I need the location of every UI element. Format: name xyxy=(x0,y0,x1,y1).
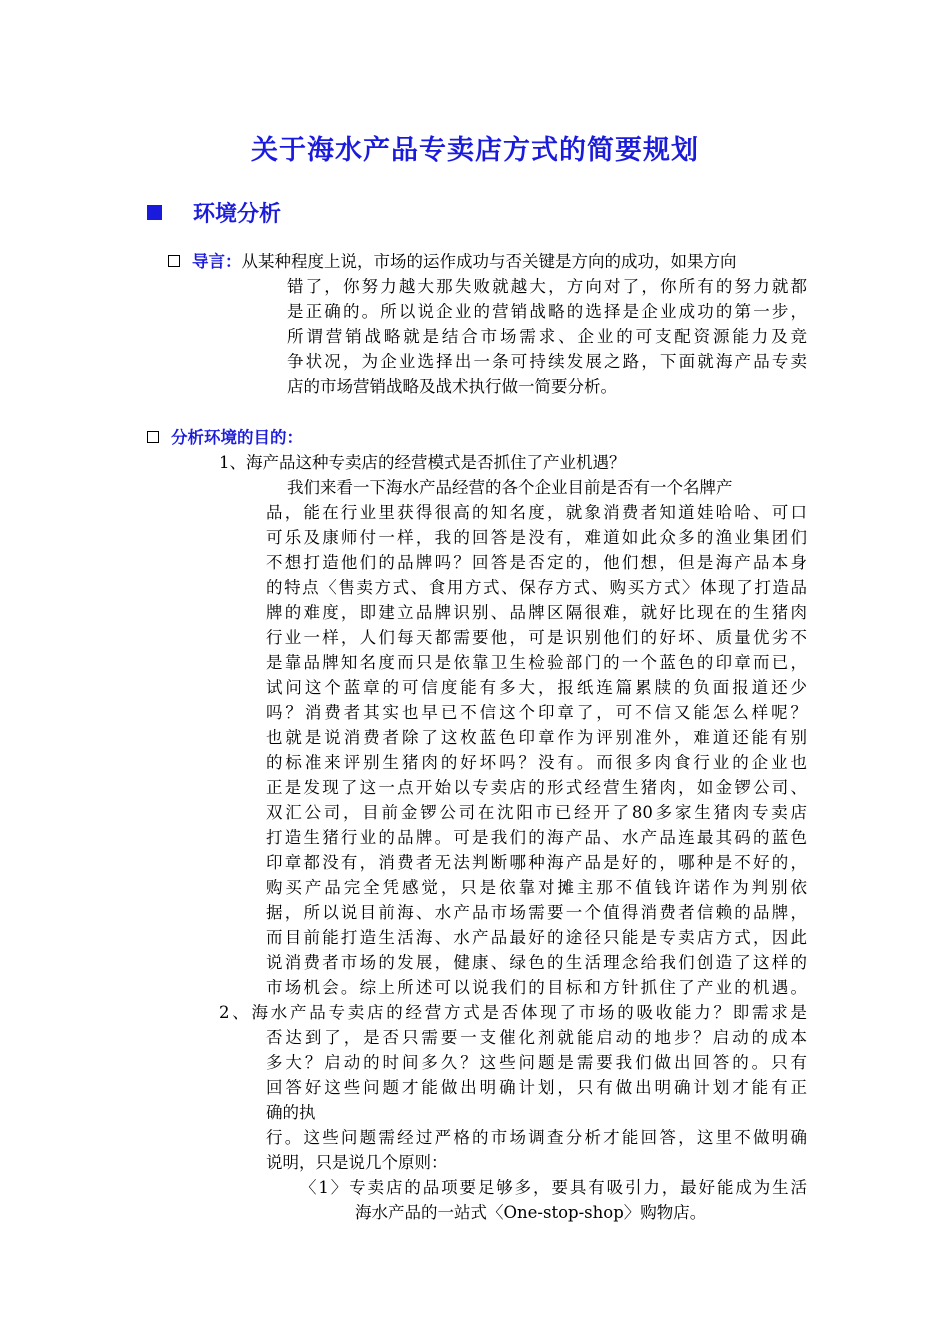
q1-body-line: 说消费者市场的发展，健康、绿色的生活理念给我们创造了这样的 xyxy=(266,953,807,972)
question-1: 1、海产品这种专卖店的经营模式是否抓住了产业机遇？ xyxy=(219,453,626,472)
question-2: 2、海水产品专卖店的经营方式是否体现了市场的吸收能力？即需求是 xyxy=(219,1003,807,1022)
q1-body-line: 试问这个蓝章的可信度能有多大，报纸连篇累牍的负面报道还少 xyxy=(266,678,807,697)
intro-line: 所谓营销战略就是结合市场需求、企业的可支配资源能力及竞 xyxy=(287,327,807,346)
q1-body-line: 可乐及康师付一样，我的回答是没有，难道如此众多的渔业集团们 xyxy=(266,528,807,547)
q2-body-line: 多大？启动的时间多久？这些问题是需要我们做出回答的。只有 xyxy=(266,1053,807,1072)
q1-body-line: 市场机会。综上所述可以说我们的目标和方针抓住了产业的机遇。 xyxy=(266,978,807,997)
q1-body-line: 购买产品完全凭感觉，只是依靠对摊主那不值钱许诺作为判别依 xyxy=(266,878,807,897)
q2-body-line: 行。这些问题需经过严格的市场调查分析才能回答，这里不做明确 xyxy=(266,1128,807,1147)
intro-line: 是正确的。所以说企业的营销战略的选择是企业成功的第一步， xyxy=(287,302,807,321)
checkbox-square-icon xyxy=(147,431,159,443)
section-heading xyxy=(147,197,281,227)
q2-body-line: 回答好这些问题才能做出明确计划，只有做出明确计划才能有正 xyxy=(266,1078,807,1097)
q1-body-line: 不想打造他们的品牌吗？回答是否定的，他们想，但是海产品本身 xyxy=(266,553,807,572)
intro-line: 店的市场营销战略及战术执行做一简要分析。 xyxy=(287,377,617,396)
principle-1-cont: 海水产品的一站式〈One-stop-shop〉购物店。 xyxy=(355,1203,707,1222)
intro-line: 从某种程度上说，市场的运作成功与否关键是方向的成功，如果方向 xyxy=(241,252,737,271)
q1-body-line: 而目前能打造生活海、水产品最好的途径只能是专卖店方式，因此 xyxy=(266,928,807,947)
intro-line: 错了，你努力越大那失败就越大，方向对了，你所有的努力就都 xyxy=(287,277,807,296)
q1-body-line: 据，所以说目前海、水产品市场需要一个值得消费者信赖的品牌， xyxy=(266,903,807,922)
q1-body-line: 的特点〈售卖方式、食用方式、保存方式、购买方式〉体现了打造品 xyxy=(266,578,807,597)
principle-1: 〈1〉专卖店的品项要足够多，要具有吸引力，最好能成为生活 xyxy=(300,1178,807,1197)
intro-first-line xyxy=(168,249,737,274)
q1-body-line: 的标准来评别生猪肉的好坏吗？没有。而很多肉食行业的企业也 xyxy=(266,753,807,772)
q1-body-line: 牌的难度，即建立品牌识别、品牌区隔很难，就好比现在的生猪肉 xyxy=(266,603,807,622)
q1-body-line: 品，能在行业里获得很高的知名度，就象消费者知道娃哈哈、可口 xyxy=(266,503,807,522)
page-title: 关于海水产品专卖店方式的简要规划 xyxy=(251,135,699,166)
filled-square-bullet-icon xyxy=(147,205,162,220)
purpose-heading-text: 分析环境的目的： xyxy=(171,428,303,447)
intro-colon: ： xyxy=(225,252,242,271)
q2-body-line: 否达到了，是否只需要一支催化剂就能启动的地步？启动的成本 xyxy=(266,1028,807,1047)
q1-body-line: 吗？消费者其实也早已不信这个印章了，可不信又能怎么样呢？ xyxy=(266,703,807,722)
q1-body-line: 行业一样，人们每天都需要他，可是识别他们的好坏、质量优劣不 xyxy=(266,628,807,647)
q2-body-line: 说明，只是说几个原则： xyxy=(266,1153,448,1172)
q1-body-line: 印章都没有，消费者无法判断哪种海产品是好的，哪种是不好的， xyxy=(266,853,807,872)
q1-body-line: 是靠品牌知名度而只是依靠卫生检验部门的一个蓝色的印章而已， xyxy=(266,653,807,672)
purpose-heading xyxy=(147,425,303,450)
intro-label: 导言 xyxy=(192,252,225,271)
intro-line: 争状况，为企业选择出一条可持续发展之路，下面就海产品专卖 xyxy=(287,352,807,371)
q1-body-line: 也就是说消费者除了这枚蓝色印章作为评别准外，难道还能有别 xyxy=(266,728,807,747)
q2-body-line: 确的执 xyxy=(266,1103,316,1122)
q1-body-line: 双汇公司，目前金锣公司在沈阳市已经开了80多家生猪肉专卖店 xyxy=(266,803,807,822)
checkbox-square-icon xyxy=(168,255,180,267)
section-title: 环境分析 xyxy=(193,200,282,227)
q1-body-line: 打造生猪行业的品牌。可是我们的海产品、水产品连最其码的蓝色 xyxy=(266,828,807,847)
q1-body-line: 正是发现了这一点开始以专卖店的形式经营生猪肉，如金锣公司、 xyxy=(266,778,807,797)
q1-body-line: 我们来看一下海水产品经营的各个企业目前是否有一个名牌产 xyxy=(287,478,733,497)
